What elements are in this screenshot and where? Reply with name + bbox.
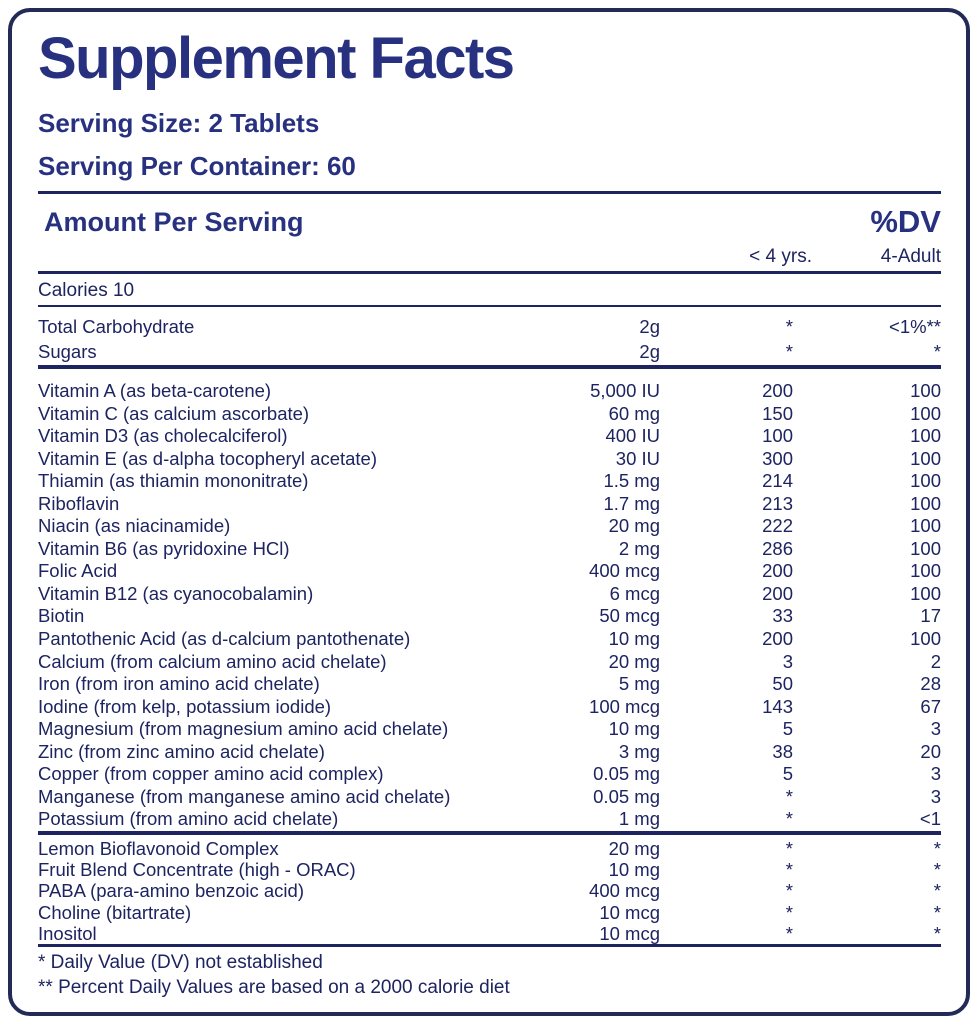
vitamin-mineral-section (38, 380, 941, 831)
nutrient-name: Iodine (from kelp, potassium iodide) (38, 695, 332, 717)
nutrient-dv-adult: 100 (910, 492, 941, 514)
divider-header-top (38, 191, 941, 194)
4-adult-header: 4-Adult (880, 246, 941, 267)
nutrient-dv-adult: <1 (919, 808, 941, 830)
nutrient-dv-adult: 100 (910, 470, 941, 492)
nutrient-amount: 1.7 mg (603, 492, 660, 514)
nutrient-dv-under-4: * (785, 808, 793, 830)
other-ingredients-section (38, 838, 941, 944)
nutrient-dv-under-4: 213 (762, 492, 793, 514)
nutrient-dv-adult: 100 (910, 582, 941, 604)
table-row (38, 763, 941, 786)
nutrient-dv-under-4: 50 (772, 673, 793, 695)
table-row (38, 380, 941, 403)
nutrient-name: Vitamin B6 (as pyridoxine HCl) (38, 537, 290, 559)
nutrient-name: Lemon Bioflavonoid Complex (38, 838, 279, 859)
nutrient-name: Biotin (38, 605, 85, 627)
table-row (38, 403, 941, 426)
nutrient-dv-under-4: 38 (772, 740, 793, 762)
nutrient-name: Magnesium (from magnesium amino acid chelate) (38, 718, 449, 740)
nutrient-dv-adult: 100 (910, 447, 941, 469)
nutrient-dv-under-4: 5 (782, 718, 793, 740)
calories-line: Calories 10 (38, 280, 135, 301)
nutrient-dv-adult: 100 (910, 560, 941, 582)
footnote-percent-dv-basis: ** Percent Daily Values are based on a 2000 calorie diet (38, 977, 510, 998)
table-row (38, 493, 941, 516)
nutrient-name: Vitamin B12 (as cyanocobalamin) (38, 582, 314, 604)
nutrient-dv-under-4: 200 (762, 582, 793, 604)
nutrient-amount: 10 mg (608, 628, 660, 650)
nutrient-dv-under-4: 150 (762, 402, 793, 424)
nutrient-amount: 1.5 mg (603, 470, 660, 492)
nutrient-dv-adult: 28 (920, 673, 941, 695)
nutrient-dv-adult: 67 (920, 695, 941, 717)
nutrient-dv-under-4: 200 (762, 560, 793, 582)
supplement-facts-panel (8, 8, 970, 1016)
nutrient-dv-under-4: 143 (762, 695, 793, 717)
nutrient-dv-adult: 2 (930, 650, 941, 672)
nutrient-amount: 60 mg (608, 402, 660, 424)
under-4-yrs-header: < 4 yrs. (749, 246, 812, 267)
age-column-header-row (38, 245, 941, 269)
nutrient-amount: 2g (639, 316, 660, 337)
nutrient-name: Riboflavin (38, 492, 120, 514)
nutrient-name: Manganese (from manganese amino acid chelate) (38, 785, 451, 807)
nutrient-dv-adult: 100 (910, 402, 941, 424)
nutrient-dv-under-4: * (785, 316, 793, 337)
table-row (38, 425, 941, 448)
table-row (38, 696, 941, 719)
table-row (38, 605, 941, 628)
nutrient-dv-under-4: * (785, 859, 793, 881)
nutrient-amount: 1 mg (618, 808, 660, 830)
amount-per-serving-header: Amount Per Serving (44, 207, 304, 237)
table-row (38, 538, 941, 561)
table-row (38, 880, 941, 901)
nutrient-dv-under-4: * (785, 880, 793, 902)
nutrient-amount: 0.05 mg (593, 763, 660, 785)
serving-size-line: Serving Size: 2 Tablets (38, 108, 320, 138)
nutrient-name: PABA (para-amino benzoic acid) (38, 880, 304, 902)
table-row (38, 314, 941, 339)
nutrient-amount: 10 mcg (599, 922, 660, 944)
nutrient-name: Zinc (from zinc amino acid chelate) (38, 740, 325, 762)
footnote-dv-not-established: * Daily Value (DV) not established (38, 952, 323, 973)
nutrient-dv-under-4: 5 (782, 763, 793, 785)
nutrient-name: Folic Acid (38, 560, 118, 582)
nutrient-dv-adult: 100 (910, 537, 941, 559)
column-header-row (38, 204, 941, 240)
nutrient-name: Inositol (38, 922, 97, 944)
table-row (38, 515, 941, 538)
nutrient-dv-adult: <1%** (889, 316, 941, 337)
nutrient-dv-adult: * (933, 922, 941, 944)
nutrient-dv-under-4: * (785, 785, 793, 807)
table-row (38, 339, 941, 364)
nutrient-name: Iron (from iron amino acid chelate) (38, 673, 320, 695)
nutrient-amount: 10 mg (608, 718, 660, 740)
nutrient-dv-adult: * (933, 880, 941, 902)
table-row (38, 628, 941, 651)
nutrient-name: Total Carbohydrate (38, 316, 195, 337)
nutrient-dv-under-4: * (785, 922, 793, 944)
nutrient-amount: 400 mcg (589, 560, 660, 582)
divider-footnotes (38, 944, 941, 947)
nutrient-amount: 5 mg (618, 673, 660, 695)
nutrient-name: Potassium (from amino acid chelate) (38, 808, 339, 830)
table-row (38, 583, 941, 606)
nutrient-amount: 0.05 mg (593, 785, 660, 807)
nutrient-amount: 20 mg (608, 838, 660, 859)
nutrient-amount: 100 mcg (589, 695, 660, 717)
nutrient-name: Copper (from copper amino acid complex) (38, 763, 384, 785)
macronutrient-section (38, 314, 941, 364)
divider-nutrients (38, 831, 941, 835)
nutrient-amount: 400 IU (605, 425, 660, 447)
nutrient-amount: 6 mcg (609, 582, 660, 604)
table-row (38, 718, 941, 741)
table-row (38, 859, 941, 880)
nutrient-name: Vitamin C (as calcium ascorbate) (38, 402, 310, 424)
nutrient-amount: 20 mg (608, 650, 660, 672)
nutrient-name: Fruit Blend Concentrate (high - ORAC) (38, 859, 356, 881)
table-row (38, 923, 941, 944)
nutrient-name: Calcium (from calcium amino acid chelate) (38, 650, 387, 672)
nutrient-dv-adult: * (933, 859, 941, 881)
nutrient-amount: 5,000 IU (590, 380, 660, 401)
nutrient-dv-adult: 100 (910, 425, 941, 447)
divider-macros (38, 365, 941, 369)
nutrient-dv-under-4: 286 (762, 537, 793, 559)
nutrient-dv-adult: 3 (930, 785, 941, 807)
nutrient-dv-under-4: 3 (782, 650, 793, 672)
nutrient-dv-under-4: 214 (762, 470, 793, 492)
table-row (38, 560, 941, 583)
nutrient-dv-under-4: * (785, 901, 793, 923)
nutrient-dv-adult: 20 (920, 740, 941, 762)
percent-dv-header: %DV (870, 204, 941, 239)
nutrient-amount: 50 mcg (599, 605, 660, 627)
nutrient-dv-adult: 100 (910, 380, 941, 401)
nutrient-dv-under-4: 100 (762, 425, 793, 447)
nutrient-dv-under-4: * (785, 838, 793, 859)
nutrient-dv-adult: 3 (930, 718, 941, 740)
table-row (38, 470, 941, 493)
nutrient-name: Niacin (as niacinamide) (38, 515, 231, 537)
table-row (38, 651, 941, 674)
nutrient-name: Vitamin E (as d-alpha tocopheryl acetate) (38, 447, 378, 469)
nutrient-amount: 20 mg (608, 515, 660, 537)
nutrient-amount: 3 mg (618, 740, 660, 762)
nutrient-dv-under-4: 33 (772, 605, 793, 627)
table-row (38, 673, 941, 696)
table-row (38, 741, 941, 764)
nutrient-dv-adult: 100 (910, 628, 941, 650)
table-row (38, 786, 941, 809)
nutrient-amount: 10 mg (608, 859, 660, 881)
table-row (38, 838, 941, 859)
divider-header-bottom (38, 271, 941, 274)
nutrient-name: Pantothenic Acid (as d-calcium pantothenate) (38, 628, 411, 650)
nutrient-amount: 2 mg (618, 537, 660, 559)
nutrient-dv-adult: * (933, 838, 941, 859)
divider-calories (38, 305, 941, 307)
servings-per-container-line: Serving Per Container: 60 (38, 151, 356, 181)
table-row (38, 448, 941, 471)
nutrient-amount: 2g (639, 341, 660, 362)
nutrient-dv-under-4: 200 (762, 380, 793, 401)
nutrient-dv-adult: 100 (910, 515, 941, 537)
nutrient-dv-under-4: 200 (762, 628, 793, 650)
nutrient-dv-adult: * (933, 901, 941, 923)
nutrient-dv-under-4: 300 (762, 447, 793, 469)
nutrient-name: Sugars (38, 341, 97, 362)
nutrient-name: Vitamin A (as beta-carotene) (38, 380, 272, 401)
nutrient-amount: 10 mcg (599, 901, 660, 923)
table-row (38, 902, 941, 923)
nutrient-dv-adult: 3 (930, 763, 941, 785)
nutrient-dv-under-4: * (785, 341, 793, 362)
nutrient-name: Vitamin D3 (as cholecalciferol) (38, 425, 288, 447)
nutrient-name: Choline (bitartrate) (38, 901, 192, 923)
nutrient-dv-adult: * (933, 341, 941, 362)
nutrient-amount: 30 IU (615, 447, 660, 469)
panel-title: Supplement Facts (38, 26, 514, 91)
nutrient-amount: 400 mcg (589, 880, 660, 902)
nutrient-dv-adult: 17 (920, 605, 941, 627)
table-row (38, 808, 941, 831)
nutrient-name: Thiamin (as thiamin mononitrate) (38, 470, 309, 492)
nutrient-dv-under-4: 222 (762, 515, 793, 537)
panel-content (38, 12, 941, 1012)
